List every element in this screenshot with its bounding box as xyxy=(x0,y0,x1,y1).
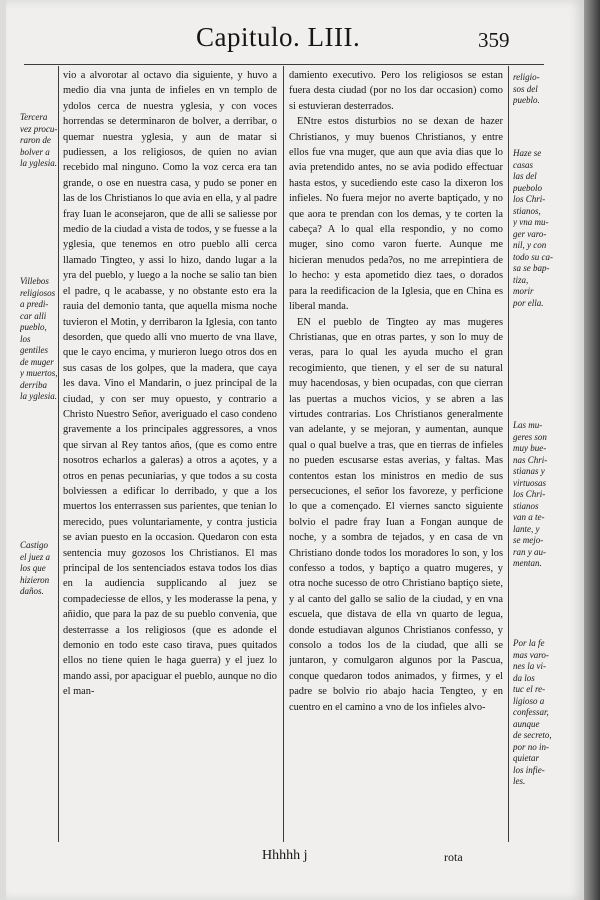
right-column-paragraph-2: ENtre estos disturbios no se dexan de hazer Christianos, y muy buenos Christianos, y entre ellos fue vna muger, que aun que avia dias que lo avia pretendido antes, no se avia podido effectuar hasta estos, y sucediendo este caso la dixeron los infieles. No fuera mejor no averte baptiçado, y no que aora te prendan con los demas, y te corten la cabeça? A lo qual ella respondio, y no como muger, sino como varon fuerte. Aunque me hicieran menudos peda?os, no me arrepintiera de lo hecho: y esta apometido diez taes, o dorados para la reedificacion de la Iglesia, que en China es liberal manda. xyxy=(289,116,503,313)
right-margin-note-2: Haze se casas las del puebolo los Chri- stianos, y vna mu- ger varo- nil, y con todo su ca- sa se bap- tiza, morir por ella. xyxy=(513,148,553,308)
chapter-heading: Capitulo. LIII. xyxy=(196,22,361,52)
book-binding-edge xyxy=(584,0,600,900)
right-margin-note-4: Por la fe mas varo- nes la vi- da los tuc el re- ligioso a confessar, aunque de secreto, por no in- quietar los infie- les. xyxy=(513,638,552,786)
right-margin-note-1: religio- sos del pueblo. xyxy=(513,72,540,105)
left-text-column xyxy=(63,68,277,840)
page-header xyxy=(6,22,584,62)
left-margin-note-3: Castigo el juez a los que hizieron daños. xyxy=(20,540,50,596)
left-margin-note-2: Villebos religiosos a predi- car alli pueblo, los gentiles de muger y muertos, derriba la yglesia. xyxy=(20,276,58,401)
catchword: rota xyxy=(444,850,463,864)
right-column-paragraph-3: EN el pueblo de Tingteo ay mas mugeres Christianas, que en otras partes, y son lo muy de veras, para lo qual les ayuda mucho el gran recogimiento, que tienen, y el ser de su natural muy hacendosas, y bien ocupadas, con que cierran las puertas a muchos vicios, y se abren a las virtudes contrarias. Los Christianos generalmente van adelante, y se mejoran, y aumentan, aunque qual o qual buelve a tras, que en tierras de infieles no pueden escusarse estas averias, y faltas. Mas contentos estan los ministros en medio de sus persecuciones, el señor los favoreze, y perficione lo que a començado. El viernes sancto siguiente bolvio el padre fray Iuan a Fongan aunque de noche, y a sombra de tejados, y en casa de vn Christiano donde todos los moradores lo son, y los confesso a todos, y baptiço a quatro mugeres, y otra noche sucesso de otro Christiano baptiço siete, y al canto del gallo se salio de la ciudad, y en vna escuela, que distava de ella vn quarto de legua, donde estudiavan algunos Christianos confesso, y consolo a todos los de la ciudad, que alli se juntaron, y comulgaron algunos por la Pascua, conque quedaron todos animados, y firmes, y el padre se bolvio rio abajo hacia Tengteo, y en cuentro en el camino a vno de los infieles alvo- xyxy=(289,316,503,713)
left-column-paragraph: vio a alvorotar al octavo dia siguiente, y huvo a medio dia vna junta de infieles en vn templo de ydolos cerca de nuestra yglesia, y con voces horrendas se determinaron de bolver, a derribar, o quemar nuestra yglesia, y aun de matar si pudiessen, a los religiosos, de quien no avian recebido mal ninguno. Como la voz cerca era tan grande, o ose en nuestra casa, y pudo se poner en las de los Christianos lo que avia en ella, y al padre fray Iuan le aconsejaron, que de alli se saliesse por medio de la ciudad a vista de todos, y se fuesse a la yglesia, que tenemos en otro pueblo alli cerca llamado Tingteo, y assi lo hizo, dando lugar a la yra del pueblo, y luego a la noche se salio tan bien el padre, q le acabasse, y no obstante esto era la rauia del demonio tanta, que aquella misma noche tuvieron el Motin, y derribaron la Iglesia, con tanto desorden, que quedo alli vno muerto de vna llave, que le cayo encima, y murieron luego otros dos en sus casas de los golpes, que la madera, que caya les dava. Vino el Mandarin, o juez principal de la ciudad, y con ser muy opuesto, y contrario a Christo Nuestro Señor, averiguado el caso condeno gravemente a los principales aggressores, a vnos que sirvan al Rey tantos años, (que es como entre nosotros echarlos a galeras) a otros a açotes, y a otros en penas pecuniarias, y que todos a su costa bolviessen a edificar lo derribado, y que a los muertos los enterrassen sus parientes, que tenian lo merecido, pues voluntariamente, y contra justicia se avian puesto en la occasion. Quedaron con esta sentencia muy gozosos los Christianos. El mas principal de los sentenciados estava todos los dias en la audiencia supplicando al juez se compadeciesse de ellos, y les moderasse la pena, y añidio, que para la paz de su pueblo convenia, que desterrasse a los religiosos (que es adonde el demonio en todo este caso tirava, pues quitados ellos no tiene quien le haga guerra) y el juez lo mando assi, por apaciguar el pueblo, aunque no dio el man- xyxy=(63,70,277,698)
page-number: 359 xyxy=(478,28,510,52)
left-margin-rule xyxy=(58,66,59,842)
book-page xyxy=(6,0,584,900)
right-column-paragraph-1: damiento executivo. Pero los religiosos se estan fuera desta ciudad (por no los dar occasion) como si estuvieran desterrados. xyxy=(289,70,503,112)
right-text-column xyxy=(289,68,503,840)
column-divider xyxy=(283,66,284,842)
header-rule xyxy=(24,64,544,65)
left-margin-note-1: Tercera vez procu- raron de bolver a la yglesia. xyxy=(20,112,58,168)
signature-mark: Hhhhh j xyxy=(262,848,308,863)
right-margin-note-3: Las mu- geres son muy bue- nas Chri- stianas y virtuosas los Chri- stianos van a te- lante, y se mejo- ran y au- mentan. xyxy=(513,420,548,568)
right-margin-rule xyxy=(508,66,509,842)
